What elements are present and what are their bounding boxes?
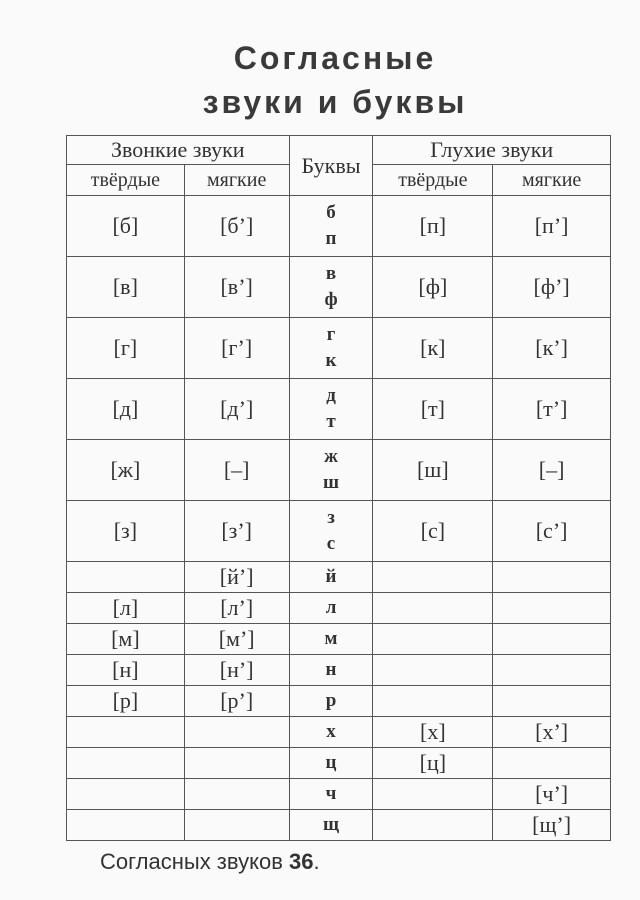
- voiceless-soft-cell: [ч’]: [493, 779, 611, 810]
- letter: д: [326, 385, 336, 406]
- voiced-hard-cell: [р]: [67, 686, 185, 717]
- letters-cell: [289, 593, 373, 624]
- footer-end: .: [313, 849, 320, 874]
- voiced-soft-cell: [й’]: [184, 562, 289, 593]
- letter: ж: [324, 446, 338, 467]
- letters-cell: [289, 655, 373, 686]
- voiceless-soft-cell: [п’]: [493, 196, 611, 257]
- voiced-hard-cell: [л]: [67, 593, 185, 624]
- voiced-soft-cell: [л’]: [184, 593, 289, 624]
- voiced-soft-cell: [н’]: [184, 655, 289, 686]
- table-row: [67, 440, 611, 501]
- voiced-sounds-header: Звонкие звуки: [67, 136, 290, 165]
- table-row: [67, 501, 611, 562]
- voiceless-soft-cell: [х’]: [493, 717, 611, 748]
- voiced-soft-cell: [м’]: [184, 624, 289, 655]
- voiced-hard-cell: [в]: [67, 257, 185, 318]
- letter: ш: [323, 472, 340, 493]
- voiceless-soft-cell: [493, 593, 611, 624]
- voiceless-soft-cell: [493, 686, 611, 717]
- voiceless-soft-cell: [с’]: [493, 501, 611, 562]
- letters-header: Буквы: [289, 136, 373, 196]
- letters-cell: [289, 686, 373, 717]
- voiced-hard-header: твёрдые: [67, 165, 185, 196]
- table-row: [67, 379, 611, 440]
- letter: й: [325, 566, 337, 587]
- voiced-soft-cell: [р’]: [184, 686, 289, 717]
- voiced-soft-cell: [–]: [184, 440, 289, 501]
- letter: к: [325, 350, 337, 371]
- table-row: [67, 257, 611, 318]
- letter: в: [325, 263, 337, 284]
- voiceless-hard-cell: [ц]: [373, 748, 493, 779]
- table-row: [67, 593, 611, 624]
- letter: л: [325, 597, 337, 618]
- letter: с: [326, 533, 336, 554]
- voiced-hard-cell: [67, 810, 185, 841]
- voiceless-hard-cell: [ш]: [373, 440, 493, 501]
- letters-cell: [289, 501, 373, 562]
- voiced-soft-cell: [184, 779, 289, 810]
- letters-cell: [289, 318, 373, 379]
- letter: б: [326, 202, 336, 223]
- voiceless-soft-cell: [493, 655, 611, 686]
- letters-cell: [289, 562, 373, 593]
- letters-cell: [289, 257, 373, 318]
- table-row: [67, 810, 611, 841]
- letter: з: [327, 507, 335, 528]
- letter: р: [325, 690, 337, 711]
- voiceless-soft-cell: [ф’]: [493, 257, 611, 318]
- letter: п: [325, 228, 337, 249]
- voiceless-hard-cell: [373, 624, 493, 655]
- table-row: [67, 686, 611, 717]
- letter: н: [325, 659, 337, 680]
- voiceless-hard-cell: [п]: [373, 196, 493, 257]
- letter: ф: [324, 289, 338, 310]
- voiced-hard-cell: [г]: [67, 318, 185, 379]
- letters-cell: [289, 379, 373, 440]
- letters-cell: [289, 196, 373, 257]
- voiceless-hard-cell: [с]: [373, 501, 493, 562]
- table-row: [67, 779, 611, 810]
- voiceless-hard-cell: [т]: [373, 379, 493, 440]
- voiceless-soft-header: мягкие: [493, 165, 611, 196]
- letters-cell: [289, 717, 373, 748]
- voiced-soft-cell: [в’]: [184, 257, 289, 318]
- letter: х: [326, 721, 336, 742]
- voiced-soft-cell: [184, 748, 289, 779]
- voiced-hard-cell: [м]: [67, 624, 185, 655]
- consonant-count-note: [100, 849, 320, 875]
- letter: г: [326, 324, 336, 345]
- voiced-soft-cell: [д’]: [184, 379, 289, 440]
- table-row: [67, 748, 611, 779]
- voiced-hard-cell: [67, 779, 185, 810]
- voiceless-hard-cell: [373, 686, 493, 717]
- consonants-table: [66, 135, 611, 841]
- voiceless-soft-cell: [к’]: [493, 318, 611, 379]
- voiceless-soft-cell: [493, 624, 611, 655]
- letter: т: [326, 411, 336, 432]
- letter: м: [324, 628, 338, 649]
- voiceless-hard-cell: [х]: [373, 717, 493, 748]
- voiced-soft-cell: [г’]: [184, 318, 289, 379]
- table-row: [67, 624, 611, 655]
- voiced-hard-cell: [67, 562, 185, 593]
- consonant-count: 36: [289, 849, 314, 874]
- footer-text: Согласных звуков: [100, 849, 290, 874]
- page-title-line-1: Согласные: [233, 40, 437, 76]
- table-row: [67, 196, 611, 257]
- voiced-hard-cell: [н]: [67, 655, 185, 686]
- voiceless-hard-cell: [ф]: [373, 257, 493, 318]
- voiced-soft-cell: [б’]: [184, 196, 289, 257]
- voiced-soft-cell: [184, 717, 289, 748]
- letters-cell: [289, 624, 373, 655]
- voiceless-soft-cell: [493, 562, 611, 593]
- voiced-soft-cell: [з’]: [184, 501, 289, 562]
- letters-cell: [289, 440, 373, 501]
- voiceless-soft-cell: [щ’]: [493, 810, 611, 841]
- letters-cell: [289, 779, 373, 810]
- page-title-line-2: звуки и буквы: [202, 84, 468, 120]
- voiceless-hard-cell: [к]: [373, 318, 493, 379]
- voiceless-hard-cell: [373, 593, 493, 624]
- voiceless-soft-cell: [т’]: [493, 379, 611, 440]
- voiced-hard-cell: [д]: [67, 379, 185, 440]
- voiceless-hard-header: твёрдые: [373, 165, 493, 196]
- letter: ч: [325, 783, 337, 804]
- voiceless-sounds-header: Глухие звуки: [373, 136, 611, 165]
- voiced-hard-cell: [67, 748, 185, 779]
- voiceless-hard-cell: [373, 562, 493, 593]
- voiced-hard-cell: [б]: [67, 196, 185, 257]
- voiceless-soft-cell: [493, 748, 611, 779]
- voiceless-soft-cell: [–]: [493, 440, 611, 501]
- table-row: [67, 655, 611, 686]
- table-row: [67, 562, 611, 593]
- voiced-soft-cell: [184, 810, 289, 841]
- voiced-hard-cell: [67, 717, 185, 748]
- table-row: [67, 318, 611, 379]
- voiced-hard-cell: [ж]: [67, 440, 185, 501]
- table-row: [67, 717, 611, 748]
- voiced-soft-header: мягкие: [184, 165, 289, 196]
- letter: ц: [325, 752, 337, 773]
- voiceless-hard-cell: [373, 810, 493, 841]
- voiced-hard-cell: [з]: [67, 501, 185, 562]
- letter: щ: [323, 814, 340, 835]
- voiceless-hard-cell: [373, 779, 493, 810]
- voiceless-hard-cell: [373, 655, 493, 686]
- letters-cell: [289, 748, 373, 779]
- letters-cell: [289, 810, 373, 841]
